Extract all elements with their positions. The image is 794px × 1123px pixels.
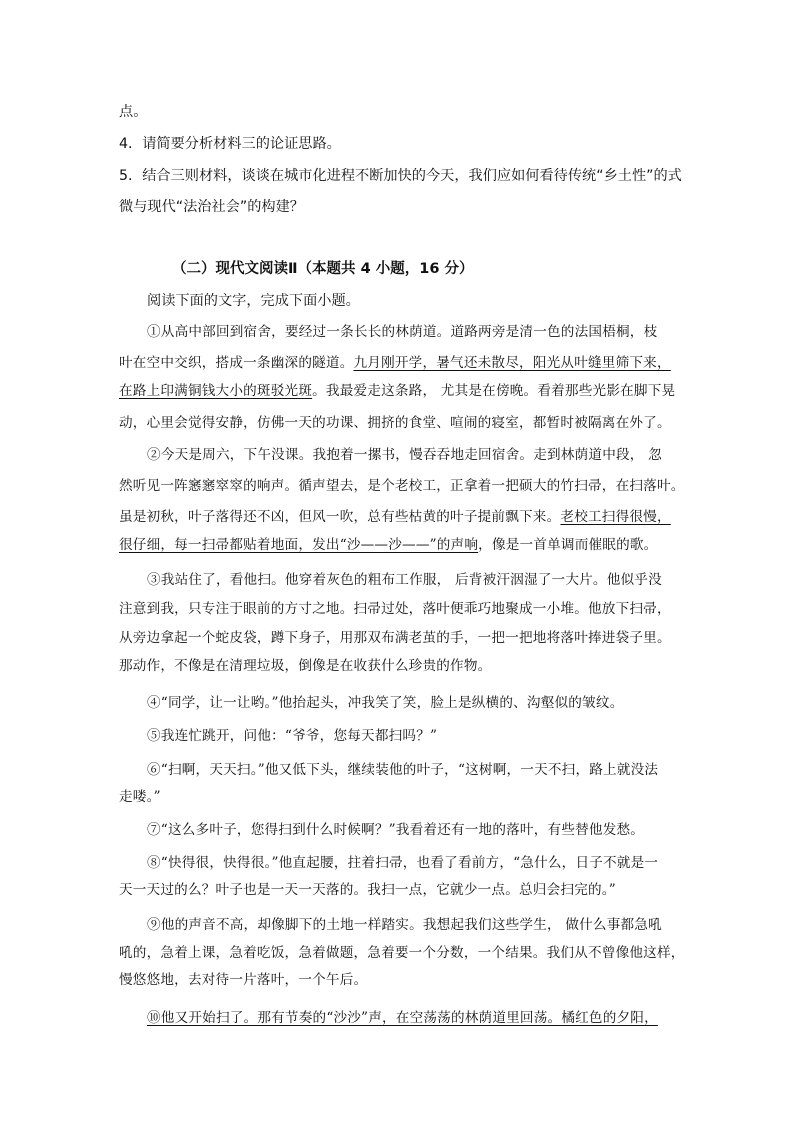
passage-p5: ⑤我连忙跳开，问他：“爷爷，您每天都扫吗？” — [147, 728, 438, 744]
passage-p1-text: 叶在空中交织，搭成一条幽深的隧道。 — [119, 355, 354, 371]
passage-p1-line-3 — [119, 381, 675, 401]
question-5-line-2: 微与现代“法治社会”的构建？ — [119, 199, 304, 215]
question-3-tail: 点。 — [119, 104, 148, 120]
underlined-sentence-1: 九月刚开学，暑气还未散尽，阳光从叶缝里筛下来， — [353, 355, 671, 371]
underlined-sentence-2: 老校工扫得很慢， — [560, 509, 671, 525]
underlined-sentence-1-end: 在路上印满铜钱大小的斑驳光斑 — [119, 383, 313, 399]
passage-p10-line-1 — [147, 1008, 658, 1028]
passage-p2-line-4 — [119, 535, 657, 555]
underlined-sentence-3: ⑩他又开始扫了。那有节奏的“沙沙”声，在空荡荡的林荫道里回荡。橘红色的夕阳， — [147, 1010, 658, 1026]
passage-p8-line-1: ⑧“快得很，快得很。”他直起腰，拄着扫帚，也看了看前方，“急什么，日子不就是一 — [147, 855, 659, 871]
underlined-sentence-2-end: 很仔细，每一扫帚都贴着地面，发出“沙——沙——”的声响 — [119, 537, 479, 553]
reading-instruction: 阅读下面的文字，完成下面小题。 — [147, 293, 360, 309]
passage-p1-line-2 — [119, 353, 671, 373]
passage-p7: ⑦“这么多叶子，您得扫到什么时候啊？”我看着还有一地的落叶，有些替他发愁。 — [147, 822, 645, 838]
passage-p1-line-4: 动，心里会觉得安静，仿佛一天的功课、拥挤的食堂、喧闹的寝室，都暂时被隔离在外了。 — [119, 415, 671, 431]
passage-p9-line-1: ⑨他的声音不高，却像脚下的土地一样踏实。我想起我们这些学生， 做什么事都急吼 — [147, 917, 662, 933]
question-5-line-1: 5．结合三则材料，谈谈在城市化进程不断加快的今天，我们应如何看待传统“乡土性”的式 — [119, 168, 682, 184]
passage-p2-line-1: ②今天是周六，下午没课。我抱着一摞书，慢吞吞地走回宿舍。走到林荫道中段， 忽 — [147, 447, 662, 463]
passage-p2-text: 虽是初秋，叶子落得还不凶，但风一吹，总有些枯黄的叶子提前飘下来。 — [119, 509, 561, 525]
passage-p6-line-1: ⑥“扫啊，天天扫。”他又低下头，继续装他的叶子，“这树啊，一天不扫，路上就没法 — [147, 762, 659, 778]
passage-p8-line-2: 天一天过的么？叶子也是一天一天落的。我扫一点，它就少一点。总归会扫完的。” — [119, 882, 616, 898]
passage-p2-line-3 — [119, 507, 671, 527]
passage-p3-line-3: 从旁边拿起一个蛇皮袋，蹲下身子，用那双布满老茧的手，一把一把地将落叶捧进袋子里。 — [119, 630, 671, 646]
passage-p4: ④“同学，让一让哟。”他抬起头，冲我笑了笑，脸上是纵横的、沟壑似的皱纹。 — [147, 695, 624, 711]
passage-p2-text: ，像是一首单调而催眠的歌。 — [478, 537, 658, 553]
passage-p6-line-2: 走喽。” — [119, 789, 161, 805]
passage-p1-line-1: ①从高中部回到宿舍，要经过一条长长的林荫道。道路两旁是清一色的法国梧桐，枝 — [147, 324, 658, 340]
passage-p3-line-2: 注意到我，只专注于眼前的方寸之地。扫帚过处，落叶便乖巧地聚成一小堆。他放下扫帚， — [119, 601, 671, 617]
passage-p3-line-4: 那动作，不像是在清理垃圾，倒像是在收获什么珍贵的作物。 — [119, 658, 492, 674]
passage-p2-line-2: 然听见一阵窸窸窣窣的响声。循声望去，是个老校工，正拿着一把硕大的竹扫帚，在扫落叶。 — [119, 478, 685, 494]
question-4: 4．请简要分析材料三的论证思路。 — [119, 136, 341, 152]
passage-p9-line-2: 吼的，急着上课，急着吃饭，急着做题，急着要一个分数，一个结果。我们从不曾像他这样， — [119, 945, 685, 961]
passage-p9-line-3: 慢悠悠地，去对待一片落叶，一个午后。 — [119, 972, 368, 988]
passage-p3-line-1: ③我站住了，看他扫。他穿着灰色的粗布工作服， 后背被汗洇湿了一大片。他似乎没 — [147, 572, 662, 588]
section-heading: （二）现代文阅读Ⅱ（本题共 4 小题，16 分） — [172, 261, 474, 277]
passage-p1-text: 。我最爱走这条路， 尤其是在傍晚。看着那些光影在脚下晃 — [312, 383, 676, 399]
